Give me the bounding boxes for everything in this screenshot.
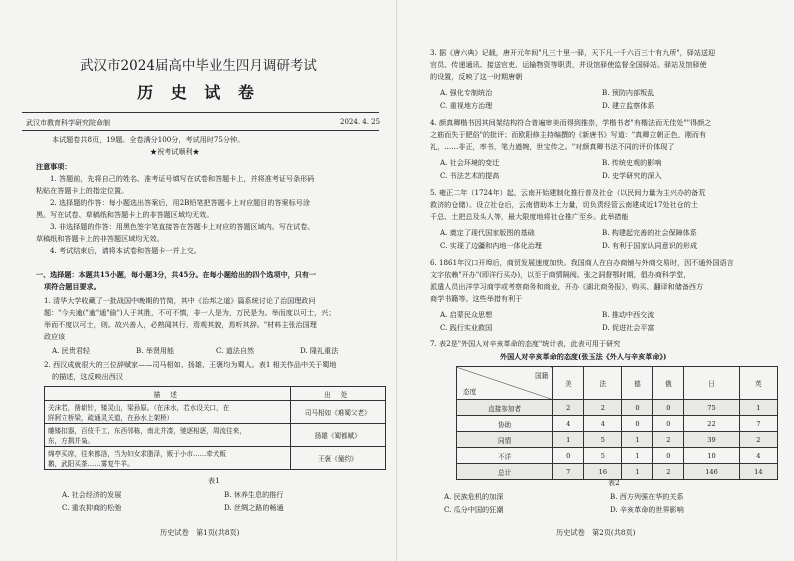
question-6-line: 派遣人员出洋学习商学或考察商务和商业，开办《湖北商务报》，购买、翻译和储备西方: [430, 282, 704, 291]
q7-option-c: C. 瓜分中国的狂潮: [444, 505, 504, 514]
table-1-desc: [45, 424, 291, 447]
desc-line: 东，方揖并枭。: [48, 437, 95, 445]
cell: 16: [584, 464, 622, 480]
question-5-line: 5. 雍正二年（1724年）起，云南开始建制化推行普及社仓（以民间力量为主兴办的备荒: [430, 188, 706, 197]
country-header: 法: [584, 367, 622, 400]
cell: 4: [584, 416, 622, 432]
table-2-corner: [457, 367, 553, 400]
cell: 0: [653, 416, 684, 432]
table-row: [45, 401, 386, 424]
q3-option-b: B. 预防内部叛乱: [602, 88, 655, 97]
q7-option-b: B. 西方列强在华的关系: [610, 492, 684, 501]
question-6-line: 6. 1861年汉口开埠后，商贸发展速度加快。我国商人在自办商铺与外商交易时，因不通外国语言: [430, 258, 734, 267]
exam-info: 本试题卷共8页，19题。全卷满分100分，考试用时75分钟。: [52, 135, 245, 144]
q6-option-a: A. 启蒙民众思想: [440, 310, 493, 319]
table-2-caption: 表2: [608, 478, 620, 487]
table-1-src: 扬雄《蜀都赋》: [290, 424, 385, 447]
q5-option-b: B. 构建起完善的社会保障体系: [602, 228, 697, 237]
cell: 0: [553, 448, 584, 464]
cell: 2: [653, 432, 684, 448]
question-2-line: 2. 西汉成就很大的三位辞赋家——司马相如、扬雄、王褒均为蜀人。表1 相关作品中关于蜀地: [44, 360, 337, 369]
q3-option-d: D. 建立监察体系: [602, 101, 655, 110]
table-row: [457, 448, 778, 464]
desc-line: 牂牁立桥梁，疏通灵关道，在孙水上架桥）: [48, 414, 174, 422]
cell: 7: [739, 416, 777, 432]
title-rule-top: [22, 112, 379, 113]
table-row: [45, 447, 386, 470]
q5-option-d: D. 有利于国家认同意识的形成: [602, 241, 698, 250]
q6-option-c: C. 践行实业救国: [440, 323, 493, 332]
country-header: 德: [622, 367, 653, 400]
question-3-line: 3. 据《唐六典》记载，唐开元年间"凡三十里一驿，天下凡一千六百三十有九所"，驿站送迎: [430, 48, 716, 57]
cell: 10: [684, 448, 739, 464]
cell: 146: [684, 464, 739, 480]
row-label: 总计: [457, 464, 553, 480]
table-row: [457, 416, 778, 432]
cell: 0: [622, 400, 653, 416]
table-1-src: 司马相如《难蜀父老》: [290, 401, 385, 424]
cell: 2: [553, 400, 584, 416]
cell: 1: [622, 432, 653, 448]
cell: 39: [684, 432, 739, 448]
exam-org: 武汉市教育科学研究院命制: [26, 119, 110, 127]
row-label: 协助: [457, 416, 553, 432]
table-row: [457, 432, 778, 448]
desc-line: 绵亭买席，往来都洛，当为妇女求脂泽，贩于小市……牵犬贩: [48, 450, 227, 458]
cell: 5: [584, 448, 622, 464]
notice-line: 草稿纸和答题卡上的非答题区域均无效。: [36, 234, 164, 243]
cell: 14: [739, 464, 777, 480]
row-label: 同情: [457, 432, 553, 448]
country-header: 日: [684, 367, 739, 400]
question-7: 7. 表2是"外国人对辛亥革命的态度"统计表，此表可用于研究: [430, 339, 621, 348]
q7-option-d: D. 辛亥革命的世界影响: [610, 505, 684, 514]
country-header: 俄: [653, 367, 684, 400]
notice-line: 3. 非选择题的作答：用黑色签字笔直接答在答题卡上对应的答题区域内。写在试卷、: [50, 222, 315, 231]
table-1-header-desc: 描 述: [45, 387, 291, 401]
table-1-src: 王褒《僮约》: [290, 447, 385, 470]
section-heading: 一、选择题：本题共15小题，每小题3分，共45分。在每小题给出的四个选项中，只有一: [36, 270, 317, 279]
cell: 7: [553, 464, 584, 480]
exam-date: 2024. 4. 25: [340, 118, 381, 126]
question-3-line: 的设置，反映了这一时期唐朝: [430, 72, 523, 81]
country-header: 美: [553, 367, 584, 400]
corner-attitude: 态度: [463, 388, 477, 396]
q6-option-d: D. 促进社会平富: [602, 323, 655, 332]
table-1-desc: [45, 447, 291, 470]
question-5-line: 救济的仓储）。设立社仓后，云南借助本土力量，切负责经管云南建成近17处社仓的土: [430, 200, 698, 209]
q2-option-d: D. 丝绸之路的畅通: [224, 503, 284, 512]
notice-line: 粘贴在答题卡上的指定位置。: [36, 186, 129, 195]
page-2-footer: 历史试卷 第2页(共8页): [556, 528, 636, 537]
title-rule-bottom: [22, 130, 379, 131]
exam-title: 武汉市2024届高中毕业生四月调研考试: [80, 58, 317, 74]
notice-line: 4. 考试结束后，请将本试卷和答题卡一并上交。: [50, 246, 201, 255]
row-label: 直接参加者: [457, 400, 553, 416]
table-2: [456, 366, 778, 480]
question-6-line: 商学书籍等。这些举措有利于: [430, 294, 523, 303]
q3-option-a: A. 强化专制统治: [440, 88, 493, 97]
page-1-footer: 历史试卷 第1页(共8页): [160, 528, 240, 537]
q1-option-d: D. 隆礼重法: [300, 346, 339, 355]
row-label: 不详: [457, 448, 553, 464]
question-1-line: 1. 清华大学收藏了一批战国中晚期的竹简，其中《治邦之道》篇系统讨论了治国理政问: [44, 296, 316, 305]
cell: 0: [653, 448, 684, 464]
good-luck: ★祝考试顺利★: [150, 147, 200, 156]
question-4-line: 之筋而失于肥俗"的批评；而欧阳修主持编撰的《新唐书》写道："真卿立朝正色，刚而有: [430, 130, 707, 139]
q1-option-a: A. 民贵君轻: [52, 346, 91, 355]
notice-line: 2. 选择题的作答：每小题选出答案后，用2B铅笔把答题卡上对应题目的答案标号涂: [50, 198, 310, 207]
table-1-header-src: 出 处: [290, 387, 385, 401]
table-2-title: 外国人对辛亥革命的态度(张玉法《外人与辛亥革命》): [500, 352, 667, 361]
question-1-line: 政应该: [44, 332, 66, 341]
q4-option-d: D. 史学研究的深入: [602, 171, 662, 180]
cell: 2: [739, 432, 777, 448]
desc-line: 鹅，武阳买茶……雾复牛羊。: [48, 460, 134, 468]
table-1: [44, 386, 386, 470]
cell: 4: [739, 448, 777, 464]
notice-line: 1. 答题前，先将自己的姓名、准考证号填写在试卷和答题卡上，并将准考证号条形码: [50, 174, 315, 183]
q1-option-c: C. 道法自然: [216, 346, 255, 355]
cell: 1: [553, 432, 584, 448]
q4-option-a: A. 社会环境的变迁: [440, 158, 500, 167]
q3-option-c: C. 重视地方治理: [440, 101, 493, 110]
cell: 75: [684, 400, 739, 416]
question-1-line: 举而不度以可士，则。故兴善人，必熟闻其行，焉观其貌，焉听其辞。"材料主张治国理: [44, 320, 317, 329]
exam-subtitle: 历 史 试 卷: [137, 83, 260, 102]
q2-option-a: A. 社会经济的发展: [62, 490, 122, 499]
corner-country: 国籍: [535, 372, 549, 380]
cell: 0: [622, 416, 653, 432]
q4-option-c: C. 书法艺术的提高: [440, 171, 500, 180]
q5-option-c: C. 实现了边疆和内地一体化治理: [440, 241, 542, 250]
cell: 4: [553, 416, 584, 432]
desc-line: 关沫若，凿崭针，镂灵山，梁孙原。（在沫水，若水设关口，在: [48, 404, 230, 412]
cell: 1: [622, 448, 653, 464]
notice-title: 注意事项：: [36, 162, 72, 171]
question-1-line: 题："今夫逾("逾"通"偷")人于其胜，不可不慎，非一人是为，万民是为。举而度以可士，兴；: [44, 308, 336, 317]
cell: 22: [684, 416, 739, 432]
desc-line: 雕镂扣器，百伎千工，东西邻栋，南北并凑，驰逐相逐，周流往来，: [48, 427, 246, 435]
section-heading-cont: 项符合题目要求。: [44, 282, 101, 291]
table-row: [457, 400, 778, 416]
table-row: [45, 424, 386, 447]
cell: 5: [584, 432, 622, 448]
notice-line: 黑。写在试卷、草稿纸和答题卡上的非答题区域均无效。: [36, 210, 214, 219]
cell: 2: [653, 464, 684, 480]
question-4-line: 4. 颜真卿楷书因其间架结构符合普遍审美而得到推崇，学楷书者"有楷法而无佳处""得颜之: [430, 118, 712, 127]
question-3-line: 官员、传递通讯、接送官吏、运输物资等职责，并设馆驿使监督全国驿站。驿站及馆驿使: [430, 60, 707, 69]
q5-option-a: A. 奠定了现代国家版图的基础: [440, 228, 535, 237]
cell: 1: [622, 464, 653, 480]
q2-option-b: B. 休养生息的推行: [224, 490, 284, 499]
q7-option-a: A. 民族危机的加深: [444, 492, 504, 501]
q2-option-c: C. 重农抑商的松弛: [62, 503, 122, 512]
table-1-caption: 表1: [208, 476, 220, 485]
q1-option-b: B. 举贤用能: [136, 346, 175, 355]
q6-option-b: B. 推动中西交流: [602, 310, 655, 319]
question-5-line: 千总、土把总及头人等，最大限度地将社仓推广至乡。此举措能: [430, 212, 629, 221]
country-header: 英: [739, 367, 777, 400]
q4-option-b: B. 传统史观的影响: [602, 158, 662, 167]
question-4-line: 礼，……非正，率书，笔力遒婉，世宝传之。"对颜真卿书法不同的评价体现了: [430, 142, 675, 151]
question-2-line: 的描述，这反映出西汉: [52, 372, 123, 381]
table-1-desc: [45, 401, 291, 424]
cell: 1: [739, 400, 777, 416]
question-6-line: 文字依赖"开办"(即洋行买办)，以至于商情隔阂。张之洞督鄂时期，倡办商科学堂，: [430, 270, 691, 279]
cell: 0: [653, 400, 684, 416]
cell: 2: [584, 400, 622, 416]
